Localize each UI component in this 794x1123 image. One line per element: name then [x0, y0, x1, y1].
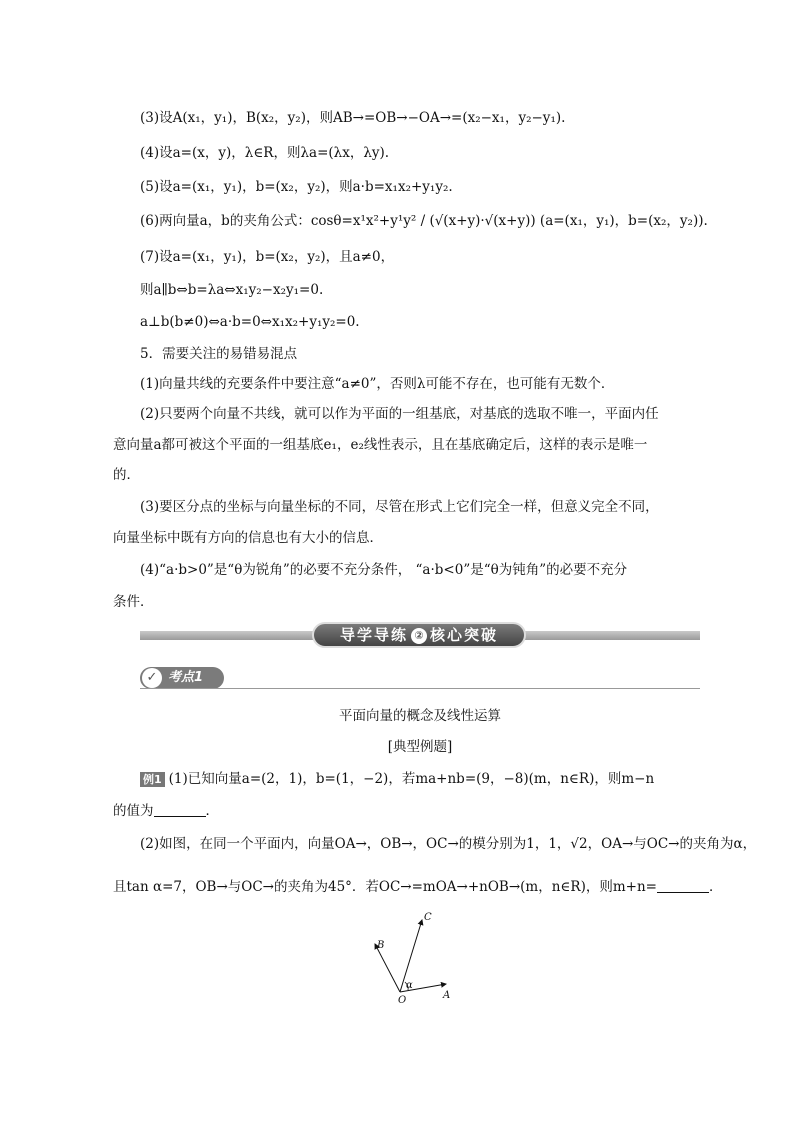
label-b: B: [377, 940, 385, 951]
check-icon: ✓: [142, 668, 162, 688]
label-a: A: [443, 990, 451, 1001]
vector-figure: [360, 906, 470, 1006]
point-4-line-1: (4)“a·b>0”是“θ为锐角”的必要不充分条件， “a·b<0”是“θ为钝角”的必要不充分: [140, 562, 628, 578]
label-o: O: [398, 995, 407, 1006]
formula-6: (6)两向量a，b的夹角公式：cosθ=x¹x²+y¹y² / (√(x+y)·√(x+y)) (a=(x₁，y₁)，b=(x₂，y₂)).: [140, 213, 708, 229]
example-question-1: [140, 769, 654, 789]
point-4-line-2: 条件．: [113, 594, 154, 610]
point-1: (1)向量共线的充要条件中要注意“a≠0”，否则λ可能不存在，也可能有无数个．: [140, 376, 615, 392]
point-3-line-1: (3)要区分点的坐标与向量坐标的不同，尽管在形式上它们完全一样，但意义完全不同，: [140, 499, 659, 515]
section-5-heading: 5．需要关注的易错易混点: [140, 346, 298, 362]
answer-blank-1[interactable]: [154, 802, 206, 817]
label-alpha: α: [406, 980, 413, 991]
question-2-prompt: 且tan α=7，OB→与OC→的夹角为45°．若OC→=mOA→+nOB→(m，n∈R)，则m+n=: [113, 879, 657, 895]
formula-4: (4)设a=(x，y)，λ∈R，则λa=(λx，λy).: [140, 145, 390, 161]
point-2-line-2: 意向量a都可被这个平面的一组基底e₁，e₂线性表示，且在基底确定后，这样的表示是唯一: [113, 437, 648, 453]
question-2-line-2: [113, 877, 722, 897]
question-2-end: ．: [708, 879, 723, 895]
answer-blank-2[interactable]: [657, 878, 709, 893]
formula-7-perpendicular: a⊥b(b≠0)⇔a·b=0⇔x₁x₂+y₁y₂=0.: [140, 314, 360, 330]
kaodian-label: 考点1: [168, 670, 204, 685]
question-1-line-2: [113, 801, 219, 821]
example-tag: 例1: [140, 772, 165, 787]
formula-7: (7)设a=(x₁，y₁)，b=(x₂，y₂)，且a≠0，: [140, 249, 395, 265]
kaodian-badge: [140, 667, 224, 689]
question-1-text: (1)已知向量a=(2，1)，b=(1，−2)，若ma+nb=(9，−8)(m，n∈R)，则m−n: [168, 771, 655, 787]
label-c: C: [424, 912, 432, 923]
formula-3: (3)设A(x₁，y₁)，B(x₂，y₂)，则AB→=OB→−OA→=(x₂−x₁，y₂−y₁).: [140, 110, 566, 126]
question-1-end: ．: [205, 803, 219, 819]
banner-right-text: 核心突破: [430, 626, 499, 644]
question-2-line-1: (2)如图，在同一个平面内，向量OA→，OB→，OC→的模分别为1，1，√2，OA→与OC→的夹角为α，: [140, 836, 757, 852]
formula-7-parallel: 则a∥b⇔b=λa⇔x₁y₂−x₂y₁=0.: [140, 282, 324, 298]
formula-5: (5)设a=(x₁，y₁)，b=(x₂，y₂)，则a·b=x₁x₂+y₁y₂.: [140, 179, 453, 195]
section-banner: [140, 626, 700, 644]
subsection-title: [典型例题]: [387, 739, 453, 755]
point-3-line-2: 向量坐标中既有方向的信息也有大小的信息．: [113, 530, 383, 546]
banner-pill: [312, 622, 526, 648]
point-2-line-1: (2)只要两个向量不共线，就可以作为平面的一组基底，对基底的选取不唯一，平面内任: [140, 406, 659, 422]
kaodian-divider: [140, 688, 700, 689]
vector-ob: [375, 944, 400, 992]
point-2-line-3: 的．: [113, 467, 140, 483]
question-1-prompt: 的值为: [113, 803, 154, 819]
banner-number-icon: ②: [411, 628, 427, 644]
section-title: 平面向量的概念及线性运算: [339, 708, 501, 724]
banner-left-text: 导学导练: [339, 626, 408, 644]
